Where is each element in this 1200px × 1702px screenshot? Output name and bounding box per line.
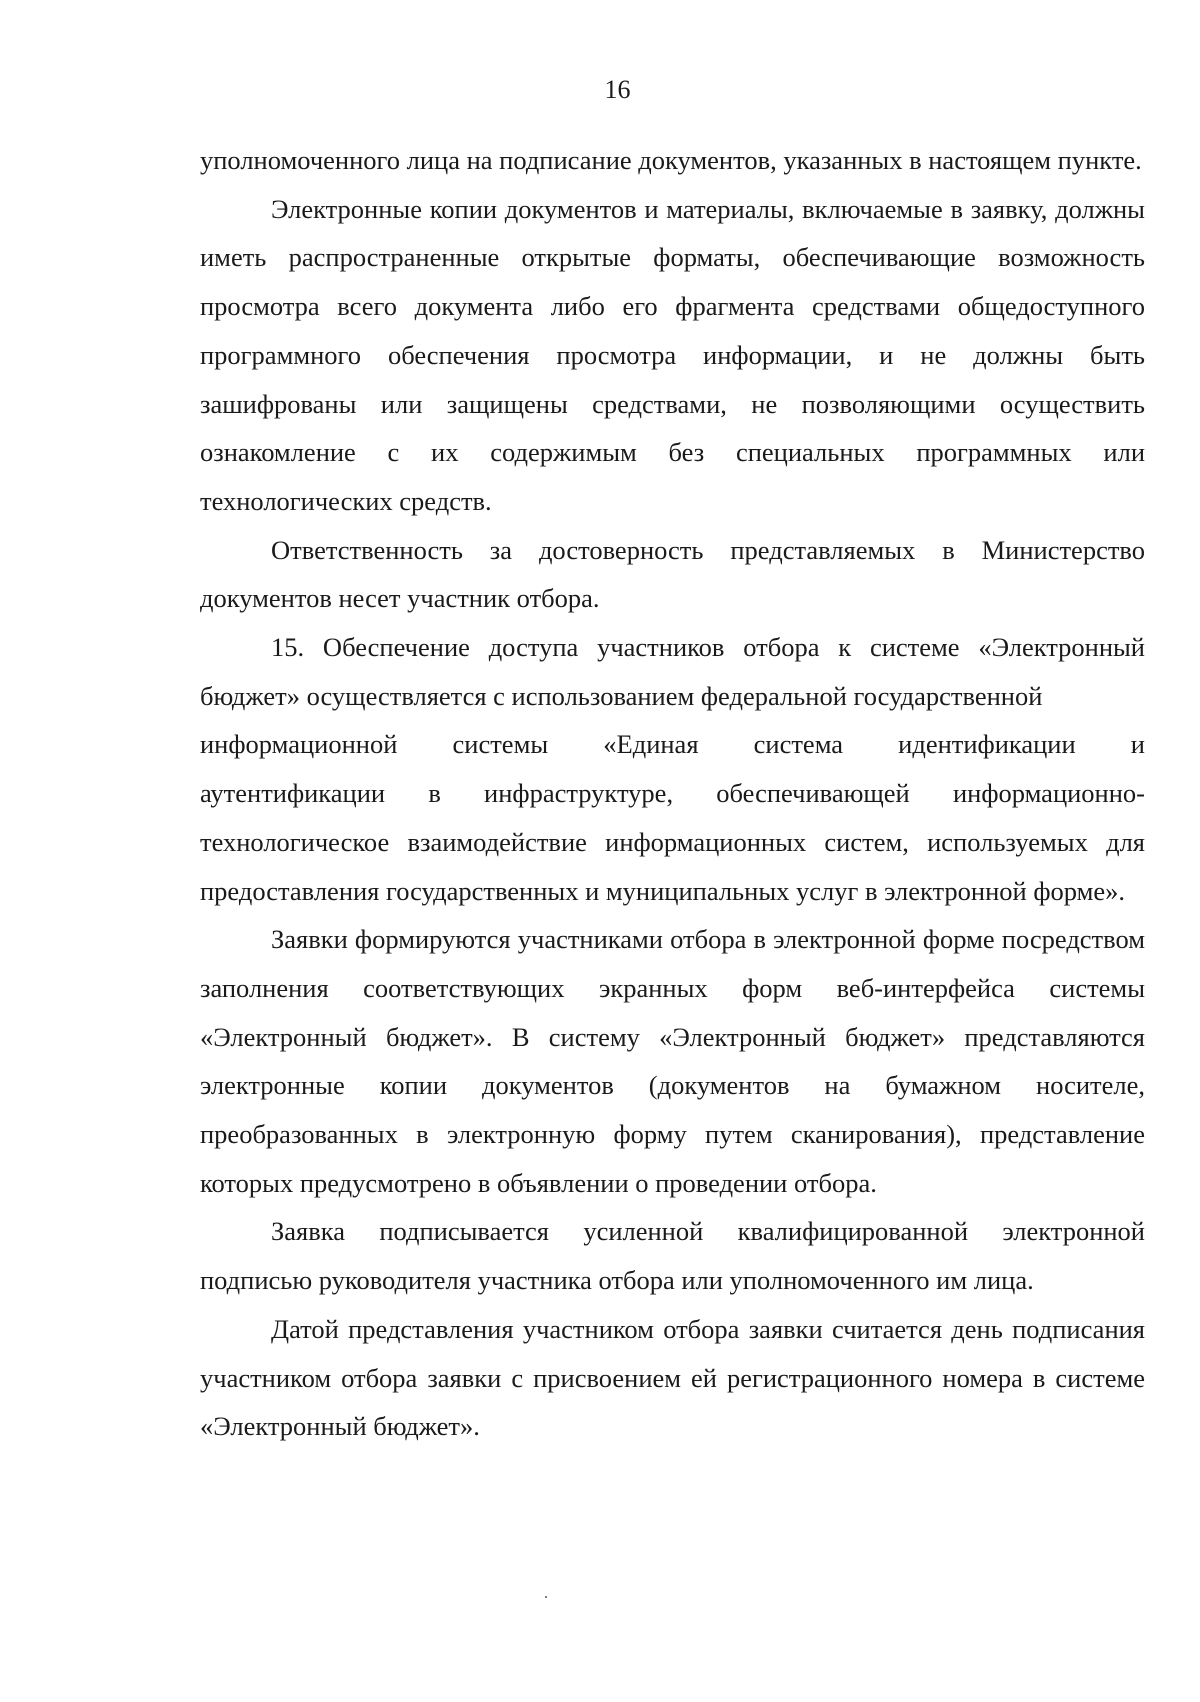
paragraph-responsibility: Ответственность за достоверность представляемых в Министерство документов несет участник отбора. xyxy=(200,534,1145,614)
paragraph-electronic-copies: Электронные копии документов и материалы, включаемые в заявку, должны иметь распространенные открытые форматы, обеспечивающие возможность просмотра всего документа либо его фрагмента средствами общедоступного программного обеспечения просмотра информации, и не должны быть зашифрованы или защищены средствами, не позволяющими осуществить ознакомление с их содержимым без специальных программных или технологических средств. xyxy=(200,193,1145,516)
paragraph-signature: Заявка подписывается усиленной квалифицированной электронной подписью руководителя участника отбора или уполномоченного им лица. xyxy=(200,1216,1145,1296)
paragraph-submission-date: Датой представления участником отбора заявки считается день подписания участником отбора заявки с присвоением ей регистрационного номера в системе «Электронный бюджет». xyxy=(200,1313,1145,1442)
document-body xyxy=(200,136,1145,1451)
paragraph-item-15-line: информационной системы «Единая система идентификации и xyxy=(200,729,1145,760)
paragraph-applications: Заявки формируются участниками отбора в электронной форме посредством заполнения соответствующих экранных форм веб-интерфейса системы «Электронный бюджет». В систему «Электронный бюджет» представляются электронные копии документов (документов на бумажном носителе, преобразованных в электронную форму путем сканирования), представление которых предусмотрено в объявлении о проведении отбора. xyxy=(200,924,1145,1198)
paragraph-item-15-cont: аутентификации в инфраструктуре, обеспечивающей информационно-технологическое взаимодействие информационных систем, используемых для предоставления государственных и муниципальных услуг в электронной форме». xyxy=(200,778,1145,906)
page-number: 16 xyxy=(604,75,631,104)
scan-speck xyxy=(545,1596,547,1598)
paragraph-item-15: 15. Обеспечение доступа участников отбора к системе «Электронный бюджет» осуществляется с использованием федеральной государственной xyxy=(200,632,1145,711)
paragraph-continuation: уполномоченного лица на подписание документов, указанных в настоящем пункте. xyxy=(200,145,1142,175)
